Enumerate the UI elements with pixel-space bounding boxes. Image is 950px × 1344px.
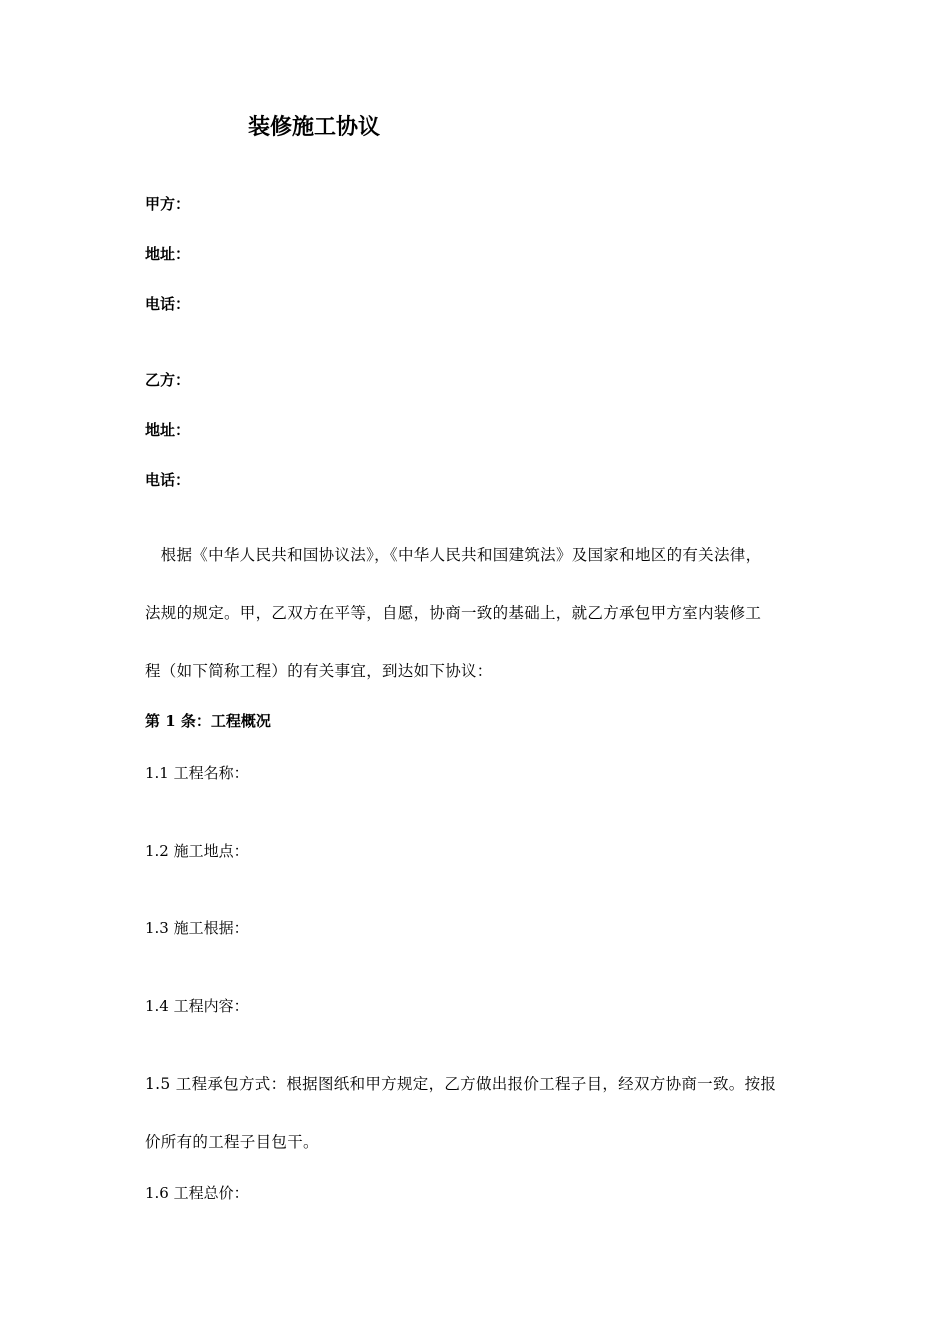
article-item-1-6: 1.6 工程总价： — [145, 1184, 249, 1202]
article-item-1-1: 1.1 工程名称： — [145, 764, 249, 782]
article-item-1-5-line-1: 1.5 工程承包方式：根据图纸和甲方规定，乙方做出报价工程子目，经双方协商一致。按报 — [145, 1075, 777, 1093]
article-1-heading: 第 1 条：工程概况 — [145, 712, 271, 730]
preamble-line-2: 法规的规定。甲，乙双方在平等，自愿，协商一致的基础上，就乙方承包甲方室内装修工 — [145, 604, 762, 622]
party-b-name-label: 乙方： — [145, 371, 191, 389]
document-title: 装修施工协议 — [248, 114, 381, 140]
preamble-line-3: 程（如下简称工程）的有关事宜，到达如下协议： — [145, 662, 493, 680]
article-item-1-3: 1.3 施工根据： — [145, 919, 249, 937]
preamble-line-1: 根据《中华人民共和国协议法》，《中华人民共和国建筑法》及国家和地区的有关法律， — [145, 546, 762, 564]
party-a-name-label: 甲方： — [145, 195, 191, 213]
article-item-1-5-line-2: 价所有的工程子目包干。 — [145, 1133, 319, 1151]
article-item-1-2: 1.2 施工地点： — [145, 842, 249, 860]
party-a-phone-label: 电话： — [145, 295, 191, 313]
party-b-phone-label: 电话： — [145, 471, 191, 489]
party-b-address-label: 地址： — [145, 421, 191, 439]
party-a-address-label: 地址： — [145, 245, 191, 263]
article-item-1-4: 1.4 工程内容： — [145, 997, 249, 1015]
